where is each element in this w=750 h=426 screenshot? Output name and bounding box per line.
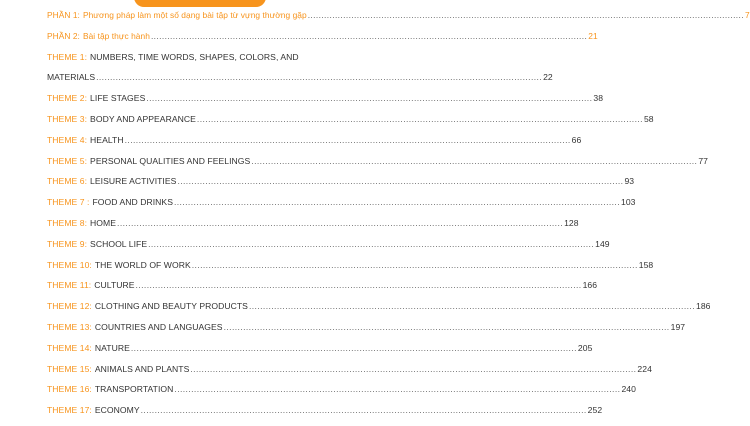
toc-entry-label: THEME 2: — [47, 93, 88, 104]
toc-entry-page: 240 — [621, 384, 636, 395]
toc-entry-page: 38 — [593, 93, 604, 104]
toc-entry-page: 224 — [637, 363, 652, 374]
toc-entry-theme-7[interactable] — [47, 197, 636, 218]
toc-leader-dots — [197, 114, 643, 124]
toc-entry-part-1[interactable] — [47, 10, 750, 31]
toc-entry-title: NATURE — [94, 342, 130, 353]
toc-entry-page: 252 — [587, 405, 603, 416]
toc-leader-dots — [249, 301, 695, 311]
toc-entry-label: THEME 5: — [47, 155, 88, 166]
toc-entry-label: THEME 4: — [47, 134, 88, 145]
toc-entry-theme-14[interactable] — [47, 342, 593, 364]
toc-entry-label: THEME 16: — [47, 384, 92, 395]
toc-entry-label: PHẦN 2: — [47, 30, 80, 41]
toc-entry-title: NUMBERS, TIME WORDS, SHAPES, COLORS, AND — [90, 51, 299, 62]
toc-entry-theme-8[interactable] — [47, 217, 579, 239]
toc-entry-page: 103 — [621, 197, 636, 208]
toc-entry-title: THE WORLD OF WORK — [94, 259, 191, 270]
toc-entry-title: FOOD AND DRINKS — [92, 197, 173, 208]
toc-entry-theme-3[interactable] — [47, 113, 654, 135]
toc-entry-title: LIFE STAGES — [90, 93, 146, 104]
toc-leader-dots — [177, 176, 623, 186]
toc-leader-dots — [117, 218, 563, 228]
toc-leader-dots — [96, 72, 542, 82]
toc-entry-page: 166 — [582, 280, 598, 291]
header-tab-decoration — [134, 0, 266, 7]
toc-entry-title: ECONOMY — [94, 405, 140, 416]
toc-entry-theme-6[interactable] — [47, 176, 635, 197]
toc-entry-title: CLOTHING AND BEAUTY PRODUCTS — [94, 301, 248, 312]
toc-entry-label: THEME 12: — [47, 301, 92, 312]
toc-entry-page: 149 — [595, 238, 610, 249]
toc-entry-page: 22 — [543, 72, 553, 83]
toc-entry-page: 205 — [577, 342, 593, 353]
toc-entry-page: 93 — [624, 176, 635, 187]
toc-entry-title: HEALTH — [90, 134, 124, 145]
toc-entry-title: CULTURE — [94, 280, 135, 291]
toc-entry-label: THEME 17: — [47, 405, 92, 416]
toc-entry-page: 58 — [643, 113, 654, 124]
toc-leader-dots — [224, 322, 670, 332]
toc-entry-theme-13[interactable] — [47, 321, 686, 343]
toc-leader-dots — [148, 239, 594, 249]
toc-entry-title: Phương pháp làm một số dạng bài tập từ vựng thường gặp — [82, 10, 307, 20]
toc-entry-title: HOME — [90, 217, 117, 228]
toc-entry-label: THEME 3: — [47, 113, 88, 124]
toc-leader-dots — [174, 384, 620, 394]
toc-entry-title: PERSONAL QUALITIES AND FEELINGS — [90, 155, 251, 166]
toc-entry-label: THEME 11: — [47, 280, 92, 291]
toc-entry-page: 128 — [564, 217, 579, 228]
toc-entry-title: COUNTRIES AND LANGUAGES — [94, 321, 223, 332]
toc-entry-theme-9[interactable] — [47, 238, 610, 260]
toc-entry-label: THEME 10: — [47, 259, 92, 270]
toc-leader-dots — [125, 135, 571, 145]
toc-entry-page: 66 — [571, 134, 582, 145]
toc-leader-dots — [251, 156, 697, 166]
toc-entry-page: 7 — [744, 10, 750, 20]
toc-leader-dots — [174, 197, 620, 207]
toc-entry-theme-17[interactable] — [47, 405, 603, 426]
toc-entry-page: 21 — [588, 30, 598, 41]
toc-entry-page: 77 — [698, 155, 709, 166]
toc-entry-label: THEME 1: — [47, 51, 88, 62]
toc-entry-label: PHẦN 1: — [47, 10, 80, 20]
toc-leader-dots — [136, 280, 582, 290]
toc-entry-label: THEME 14: — [47, 342, 92, 353]
toc-entry-theme-12[interactable] — [47, 301, 711, 322]
toc-entry-title: ANIMALS AND PLANTS — [94, 363, 190, 374]
toc-entry-theme-16[interactable] — [47, 384, 636, 405]
toc-entry-part-2[interactable] — [47, 30, 598, 52]
toc-leader-dots — [151, 31, 587, 41]
toc-leader-dots — [190, 364, 636, 374]
toc-entry-title: BODY AND APPEARANCE — [90, 113, 196, 124]
toc-entry-theme-15[interactable] — [47, 363, 652, 385]
toc-leader-dots — [131, 343, 577, 353]
toc-entry-label: THEME 15: — [47, 363, 92, 374]
toc-entry-title: Bài tập thực hành — [82, 30, 150, 41]
toc-entry-page: 197 — [670, 321, 686, 332]
toc-entry-theme-4[interactable] — [47, 134, 582, 156]
toc-entry-label: THEME 13: — [47, 321, 92, 332]
toc-entry-title: TRANSPORTATION — [94, 384, 174, 395]
toc-entry-title: LEISURE ACTIVITIES — [90, 176, 177, 187]
toc-entry-theme-11[interactable] — [47, 280, 598, 301]
toc-entry-theme-1[interactable] — [47, 52, 357, 73]
toc-entry-page: 186 — [696, 301, 711, 312]
toc-entry-theme-1-continued[interactable] — [47, 72, 553, 93]
table-of-contents — [47, 10, 750, 426]
toc-entry-label: THEME 7 : — [47, 197, 90, 208]
toc-entry-label: THEME 9: — [47, 238, 88, 249]
toc-entry-theme-5[interactable] — [47, 155, 709, 177]
toc-entry-theme-2[interactable] — [47, 93, 604, 114]
toc-entry-label: THEME 6: — [47, 176, 88, 187]
toc-entry-label: THEME 8: — [47, 217, 88, 228]
toc-entry-theme-10[interactable] — [47, 259, 654, 281]
toc-entry-page: 158 — [638, 259, 654, 270]
toc-leader-dots — [141, 405, 587, 415]
toc-leader-dots — [146, 93, 592, 103]
toc-leader-dots — [308, 10, 744, 20]
toc-entry-title: SCHOOL LIFE — [90, 238, 148, 249]
toc-leader-dots — [192, 260, 638, 270]
toc-entry-title-continued: MATERIALS — [47, 72, 96, 83]
